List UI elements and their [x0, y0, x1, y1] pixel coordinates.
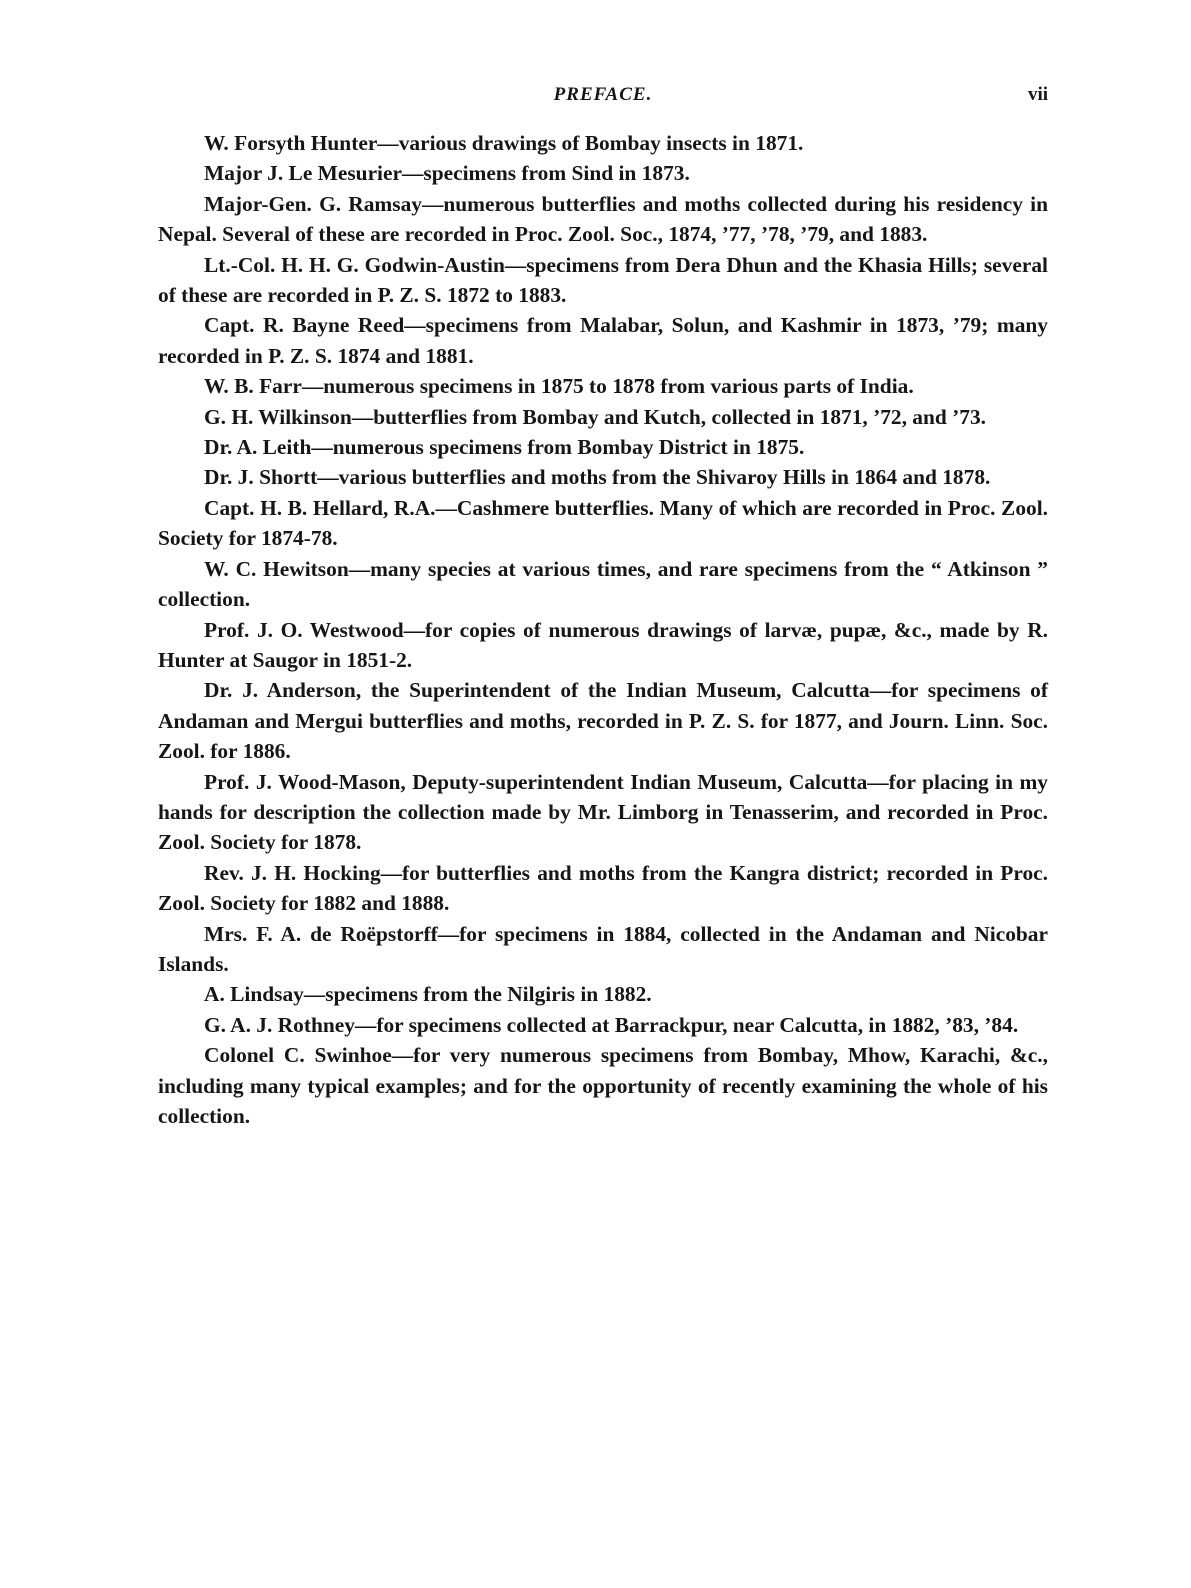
entry-hewitson: W. C. Hewitson—many species at various times, and rare specimens from the “ Atkinson ” collection. — [158, 556, 1048, 612]
entry-shortt: Dr. J. Shortt—various butterflies and moths from the Shivaroy Hills in 1864 and 1878. — [204, 465, 991, 490]
entry-wilkinson: G. H. Wilkinson—butterflies from Bombay and Kutch, collected in 1871, ’72, and ’73. — [204, 404, 987, 429]
entry-hocking: Rev. J. H. Hocking—for butterflies and moths from the Kangra district; recorded in Proc. Zool. Society for 1882 and 1888. — [158, 860, 1048, 916]
entry-ramsay: Major-Gen. G. Ramsay—numerous butterflies and moths collected during his residency in Nepal. Several of these are recorded in Proc. Zool. Soc., 1874, ’77, ’78, ’79, and 1883. — [158, 191, 1048, 247]
page-number: vii — [1027, 84, 1048, 105]
entry-roepstorff: Mrs. F. A. de Roëpstorff—for specimens in 1884, collected in the Andaman and Nicobar Islands. — [158, 921, 1048, 976]
acknowledgements-list — [158, 128, 1048, 1131]
running-title: PREFACE. — [553, 84, 653, 105]
entry-westwood: Prof. J. O. Westwood—for copies of numerous drawings of larvæ, pupæ, &c., made by R. Hunter at Saugor in 1851-2. — [158, 617, 1048, 672]
entry-le-mesurier: Major J. Le Mesurier—specimens from Sind in 1873. — [204, 161, 690, 186]
entry-wood-mason: Prof. J. Wood-Mason, Deputy-superintendent Indian Museum, Calcutta—for placing in my hands for description the collection made by Mr. Limborg in Tenasserim, and recorded in Proc. Zool. Society for 1878. — [158, 769, 1048, 855]
entry-lindsay: A. Lindsay—specimens from the Nilgiris in 1882. — [204, 982, 652, 1007]
entry-hunter: W. Forsyth Hunter—various drawings of Bombay insects in 1871. — [204, 131, 804, 155]
entry-godwin-austin: Lt.-Col. H. H. G. Godwin-Austin—specimens from Dera Dhun and the Khasia Hills; several of these are recorded in P. Z. S. 1872 to 1883. — [158, 252, 1048, 308]
running-head — [158, 84, 1048, 114]
entry-reed: Capt. R. Bayne Reed—specimens from Malabar, Solun, and Kashmir in 1873, ’79; many recorded in P. Z. S. 1874 and 1881. — [158, 313, 1048, 368]
entry-farr: W. B. Farr—numerous specimens in 1875 to 1878 from various parts of India. — [204, 374, 914, 399]
entry-rothney: G. A. J. Rothney—for specimens collected at Barrackpur, near Calcutta, in 1882, ’83, ’84. — [204, 1012, 1019, 1037]
entry-leith: Dr. A. Leith—numerous specimens from Bombay District in 1875. — [204, 435, 805, 460]
entry-hellard: Capt. H. B. Hellard, R.A.—Cashmere butterflies. Many of which are recorded in Proc. Zool. Society for 1874-78. — [158, 495, 1048, 551]
entry-swinhoe: Colonel C. Swinhoe—for very numerous specimens from Bombay, Mhow, Karachi, &c., including many typical examples; and for the opportunity of recently examining the whole of his collection. — [158, 1043, 1048, 1128]
entry-anderson: Dr. J. Anderson, the Superintendent of the Indian Museum, Calcutta—for specimens of Andaman and Mergui butterflies and moths, recorded in P. Z. S. for 1877, and Journ. Linn. Soc. Zool. for 1886. — [158, 678, 1048, 764]
